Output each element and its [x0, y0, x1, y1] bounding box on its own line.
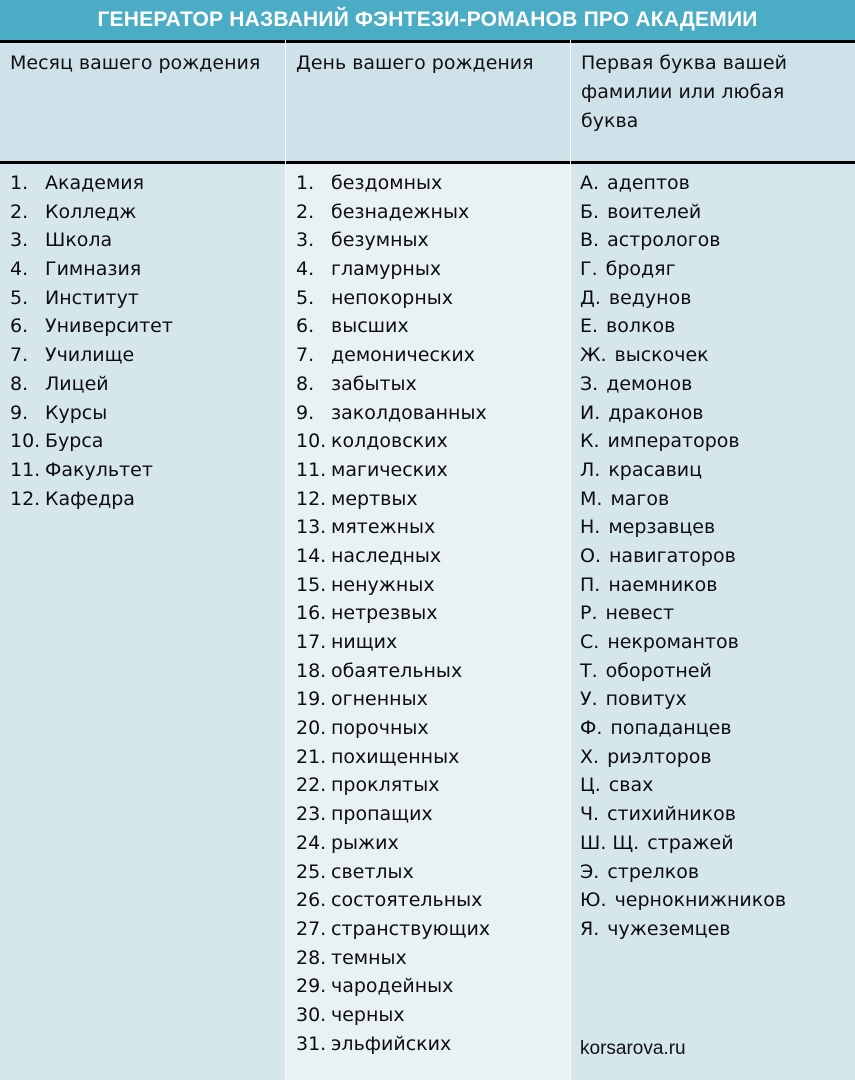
list-item [571, 886, 855, 915]
item-number: 3. [10, 229, 29, 252]
list-item [286, 858, 570, 887]
item-letter: К. [580, 430, 600, 453]
item-text: навигаторов [609, 544, 736, 567]
item-number: 31. [296, 1032, 327, 1055]
list-item [286, 915, 570, 944]
list-item [0, 255, 285, 284]
item-number: 10. [10, 430, 41, 453]
list-item [0, 485, 285, 514]
list-item [571, 657, 855, 686]
generator-table [0, 40, 855, 1080]
list-item [286, 399, 570, 428]
item-letter: Я. [580, 917, 600, 940]
column-letter [571, 40, 855, 1080]
list-item [571, 743, 855, 772]
list-item [571, 829, 855, 858]
item-text: наемников [608, 573, 718, 596]
list-item [571, 628, 855, 657]
list-item [286, 972, 570, 1001]
item-text: колдовских [331, 430, 448, 453]
column-body-day [286, 164, 570, 1080]
item-number: 4. [10, 258, 29, 281]
item-text: бездомных [331, 172, 443, 194]
list-item [286, 485, 570, 514]
item-text: стражей [647, 831, 734, 854]
item-letter: Б. [580, 200, 600, 223]
item-number: 27. [296, 917, 327, 940]
item-number: 3. [296, 229, 315, 252]
item-text: оборотней [605, 659, 712, 682]
list-item [571, 169, 855, 198]
item-number: 7. [296, 344, 315, 367]
list-item [286, 198, 570, 227]
list-item [571, 456, 855, 485]
item-text: стихийников [607, 803, 736, 826]
item-number: 1. [296, 172, 315, 194]
item-text: темных [331, 946, 407, 969]
item-letter: У. [580, 688, 598, 711]
item-letter: И. [580, 401, 601, 424]
item-number: 18. [296, 659, 327, 682]
item-text: императоров [607, 430, 740, 453]
item-text: чернокнижников [614, 889, 787, 912]
item-number: 11. [10, 458, 41, 481]
item-text: воителей [607, 200, 702, 223]
list-item [571, 800, 855, 829]
item-text: состоятельных [331, 889, 483, 912]
list-item [571, 284, 855, 313]
list-item [571, 312, 855, 341]
item-text: демонов [606, 372, 693, 395]
item-number: 10. [296, 430, 327, 453]
item-text: нетрезвых [331, 602, 438, 625]
list-item [571, 485, 855, 514]
item-text: высших [331, 315, 409, 338]
item-text: Институт [45, 286, 139, 309]
list-item [571, 427, 855, 456]
item-letter: Н. [580, 516, 601, 539]
item-text: нищих [331, 631, 398, 653]
item-text: похищенных [331, 745, 460, 768]
item-text: магических [331, 458, 448, 481]
item-letter: Х. [580, 745, 600, 768]
list-item [571, 571, 855, 600]
column-header-letter: Первая буква вашей фамилии или любая буква [571, 40, 855, 164]
item-text: демонических [331, 344, 475, 367]
item-text: Кафедра [45, 487, 135, 510]
item-text: эльфийских [331, 1032, 452, 1055]
item-text: риэлторов [607, 745, 712, 768]
item-text: попаданцев [610, 717, 732, 740]
item-text: свах [608, 774, 654, 797]
item-text: Лицей [45, 372, 109, 395]
column-body-letter [571, 164, 855, 1080]
item-number: 5. [296, 286, 315, 309]
item-letter: Э. [580, 860, 600, 883]
item-number: 20. [296, 717, 327, 740]
item-text: безумных [331, 229, 429, 252]
list-item [571, 771, 855, 800]
item-letter: Ц. [580, 774, 601, 797]
item-text: драконов [608, 401, 704, 424]
list-item [571, 198, 855, 227]
item-text: Факультет [45, 458, 153, 481]
item-letter: В. [580, 229, 600, 252]
list-item [0, 226, 285, 255]
item-number: 12. [296, 487, 327, 510]
item-number: 9. [296, 401, 315, 424]
month-list [0, 169, 285, 513]
column-body-month [0, 164, 285, 1080]
item-number: 13. [296, 516, 327, 539]
item-text: Бурса [45, 430, 104, 453]
item-number: 14. [296, 544, 327, 567]
item-letter: Ч. [580, 803, 600, 826]
list-item [286, 714, 570, 743]
item-text: Училище [45, 344, 135, 367]
item-text: Академия [45, 172, 145, 194]
list-item [286, 743, 570, 772]
item-text: безнадежных [331, 200, 470, 223]
item-number: 1. [10, 172, 29, 194]
item-text: мятежных [331, 516, 436, 539]
item-letter: А. [580, 172, 600, 194]
list-item [0, 312, 285, 341]
list-item [286, 312, 570, 341]
list-item [286, 255, 570, 284]
item-text: чужеземцев [607, 917, 731, 940]
item-text: странствующих [331, 917, 491, 940]
item-text: повитух [605, 688, 687, 711]
item-number: 16. [296, 602, 327, 625]
item-text: ненужных [331, 573, 435, 596]
list-item [286, 427, 570, 456]
item-text: гламурных [331, 258, 442, 281]
page-title: ГЕНЕРАТОР НАЗВАНИЙ ФЭНТЕЗИ-РОМАНОВ ПРО АКАДЕМИИ [0, 0, 855, 40]
item-number: 2. [10, 200, 29, 223]
list-item [571, 915, 855, 944]
item-number: 29. [296, 975, 327, 998]
item-text: забытых [331, 372, 417, 395]
item-text: ведунов [608, 286, 692, 309]
list-item [571, 714, 855, 743]
item-text: Колледж [45, 200, 137, 223]
list-item [0, 198, 285, 227]
credit-text: korsarova.ru [580, 1038, 686, 1059]
list-item [286, 169, 570, 198]
list-item [286, 800, 570, 829]
item-text: светлых [331, 860, 414, 883]
list-item [571, 599, 855, 628]
item-number: 6. [296, 315, 315, 338]
list-item [0, 399, 285, 428]
item-number: 4. [296, 258, 315, 281]
list-item [571, 341, 855, 370]
item-letter: З. [580, 372, 599, 395]
item-text: мертвых [331, 487, 418, 510]
item-text: обаятельных [331, 659, 463, 682]
item-number: 11. [296, 458, 327, 481]
item-number: 8. [10, 372, 29, 395]
item-text: мерзавцев [608, 516, 716, 539]
item-letter: М. [580, 487, 603, 510]
item-text: черных [331, 1003, 405, 1026]
list-item [571, 255, 855, 284]
column-header-day: День вашего рождения [286, 40, 570, 164]
list-item [0, 341, 285, 370]
item-text: невест [605, 602, 675, 625]
list-item [286, 513, 570, 542]
column-day [286, 40, 570, 1080]
item-text: адептов [607, 172, 690, 194]
list-item [0, 284, 285, 313]
item-number: 15. [296, 573, 327, 596]
item-letter: Г. [580, 258, 598, 281]
list-item [286, 542, 570, 571]
list-item [286, 886, 570, 915]
item-text: Курсы [45, 401, 108, 424]
item-letter: Ю. [580, 889, 607, 912]
list-item [286, 1001, 570, 1030]
item-text: Школа [45, 229, 113, 252]
item-text: наследных [331, 544, 442, 567]
list-item [286, 657, 570, 686]
list-item [286, 685, 570, 714]
list-item [286, 771, 570, 800]
item-number: 21. [296, 745, 327, 768]
list-item [286, 284, 570, 313]
item-number: 7. [10, 344, 29, 367]
list-item [0, 427, 285, 456]
item-text: чародейных [331, 975, 454, 998]
list-item [0, 169, 285, 198]
item-text: рыжих [331, 831, 399, 854]
list-item [286, 370, 570, 399]
list-item [286, 226, 570, 255]
item-text: бродяг [605, 258, 676, 281]
item-text: магов [610, 487, 670, 510]
item-text: порочных [331, 717, 429, 740]
list-item [571, 685, 855, 714]
item-number: 9. [10, 401, 29, 424]
list-item [286, 341, 570, 370]
list-item [286, 1030, 570, 1059]
item-letter: Ш. Щ. [580, 831, 640, 854]
item-letter: С. [580, 631, 600, 653]
list-item [286, 944, 570, 973]
item-text: астрологов [607, 229, 721, 252]
item-number: 23. [296, 803, 327, 826]
list-item [286, 628, 570, 657]
item-letter: О. [580, 544, 601, 567]
list-item [571, 513, 855, 542]
item-text: Гимназия [45, 258, 142, 281]
list-item [286, 456, 570, 485]
item-text: выскочек [614, 344, 709, 367]
list-item [571, 399, 855, 428]
column-month [0, 40, 285, 1080]
item-text: волков [606, 315, 676, 338]
item-number: 6. [10, 315, 29, 338]
item-text: непокорных [331, 286, 453, 309]
item-letter: Д. [580, 286, 601, 309]
item-letter: Е. [580, 315, 599, 338]
item-number: 26. [296, 889, 327, 912]
item-letter: Ж. [580, 344, 607, 367]
item-text: некромантов [607, 631, 739, 653]
item-number: 17. [296, 631, 327, 653]
list-item [286, 571, 570, 600]
list-item [0, 456, 285, 485]
item-number: 5. [10, 286, 29, 309]
item-letter: Т. [580, 659, 598, 682]
item-letter: Ф. [580, 717, 603, 740]
day-list [286, 169, 570, 1058]
item-number: 8. [296, 372, 315, 395]
item-number: 2. [296, 200, 315, 223]
item-number: 25. [296, 860, 327, 883]
item-text: проклятых [331, 774, 440, 797]
item-text: пропащих [331, 803, 433, 826]
item-number: 12. [10, 487, 41, 510]
list-item [571, 858, 855, 887]
item-text: Университет [45, 315, 173, 338]
item-number: 30. [296, 1003, 327, 1026]
item-text: огненных [331, 688, 428, 711]
item-number: 22. [296, 774, 327, 797]
item-letter: Р. [580, 602, 598, 625]
letter-list [571, 169, 855, 944]
list-item [286, 829, 570, 858]
item-letter: П. [580, 573, 601, 596]
item-number: 19. [296, 688, 327, 711]
list-item [571, 370, 855, 399]
list-item [571, 542, 855, 571]
item-text: заколдованных [331, 401, 487, 424]
column-header-month: Месяц вашего рождения [0, 40, 285, 164]
item-letter: Л. [580, 458, 601, 481]
list-item [286, 599, 570, 628]
list-item [571, 226, 855, 255]
item-text: красавиц [608, 458, 703, 481]
item-number: 24. [296, 831, 327, 854]
item-text: стрелков [607, 860, 700, 883]
list-item [0, 370, 285, 399]
item-number: 28. [296, 946, 327, 969]
